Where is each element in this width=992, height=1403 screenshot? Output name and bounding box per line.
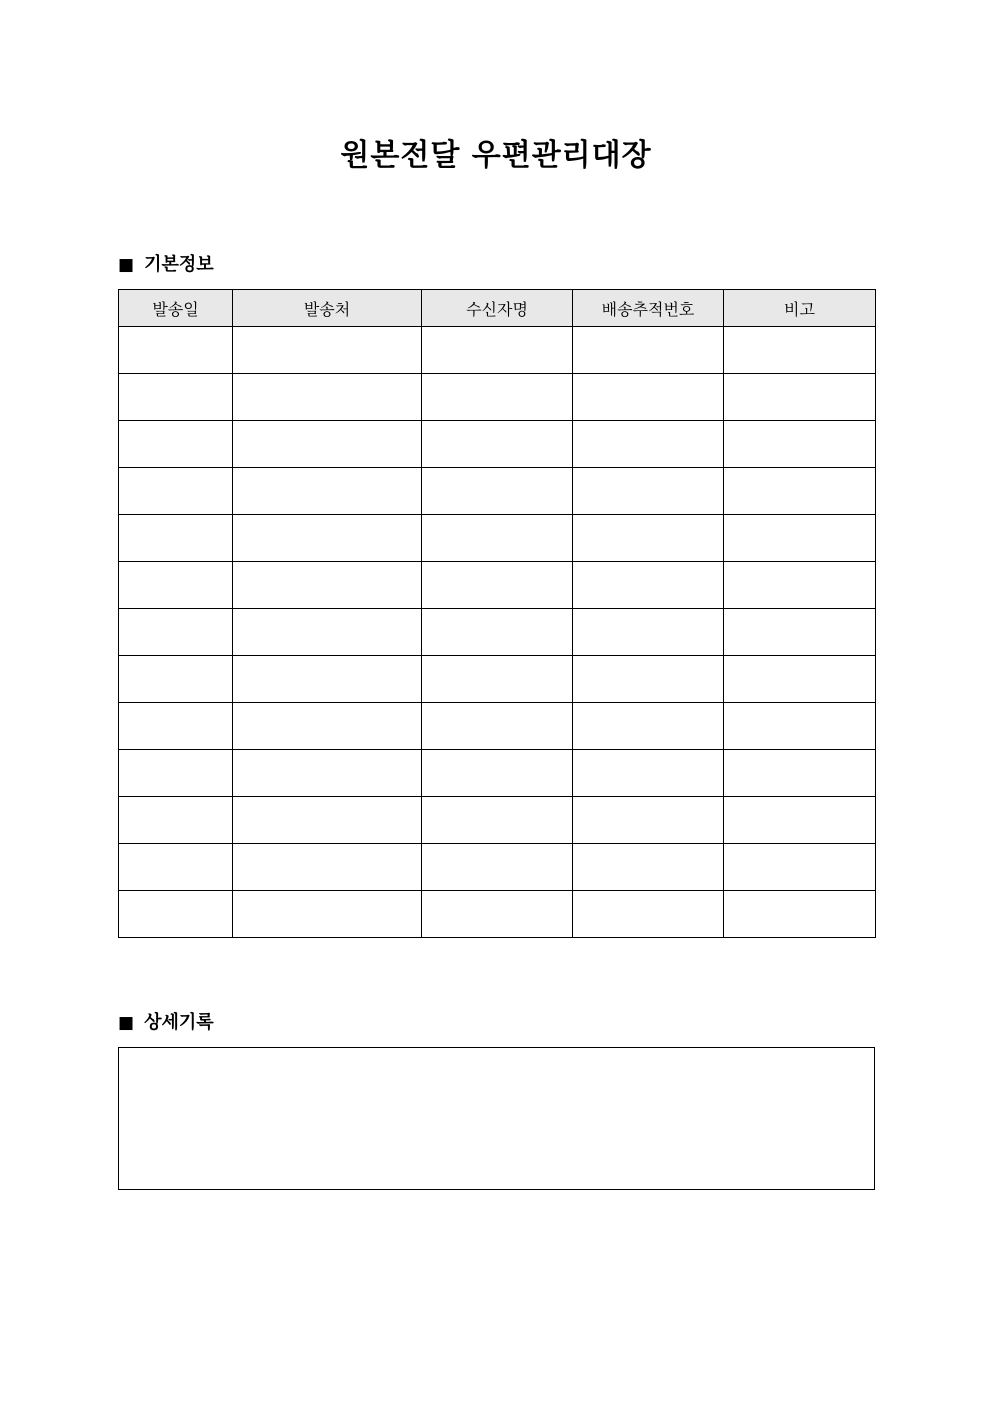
remarks-cell[interactable] (724, 327, 876, 374)
recipient-cell[interactable] (422, 562, 573, 609)
sender-cell[interactable] (233, 374, 422, 421)
table-header-row (119, 290, 876, 327)
table-row (119, 609, 876, 656)
send-date-cell[interactable] (119, 891, 233, 938)
recipient-cell[interactable] (422, 374, 573, 421)
column-header-send-date: 발송일 (119, 290, 233, 327)
tracking-number-cell[interactable] (573, 891, 724, 938)
sender-cell[interactable] (233, 797, 422, 844)
tracking-number-cell[interactable] (573, 562, 724, 609)
column-header-recipient: 수신자명 (422, 290, 573, 327)
remarks-cell[interactable] (724, 891, 876, 938)
table-row (119, 844, 876, 891)
detail-record-heading-label: 상세기록 (144, 1012, 214, 1033)
recipient-cell[interactable] (422, 844, 573, 891)
send-date-cell[interactable] (119, 421, 233, 468)
send-date-cell[interactable] (119, 656, 233, 703)
sender-cell[interactable] (233, 844, 422, 891)
column-header-tracking-number: 배송추적번호 (573, 290, 724, 327)
detail-record-heading (118, 1011, 214, 1035)
detail-record-box[interactable] (118, 1047, 875, 1190)
tracking-number-cell[interactable] (573, 421, 724, 468)
send-date-cell[interactable] (119, 374, 233, 421)
recipient-cell[interactable] (422, 891, 573, 938)
tracking-number-cell[interactable] (573, 327, 724, 374)
recipient-cell[interactable] (422, 468, 573, 515)
table-row (119, 891, 876, 938)
sender-cell[interactable] (233, 421, 422, 468)
remarks-cell[interactable] (724, 562, 876, 609)
tracking-number-cell[interactable] (573, 609, 724, 656)
remarks-cell[interactable] (724, 609, 876, 656)
mail-log-table (118, 289, 876, 938)
tracking-number-cell[interactable] (573, 468, 724, 515)
sender-cell[interactable] (233, 891, 422, 938)
table-row (119, 468, 876, 515)
send-date-cell[interactable] (119, 562, 233, 609)
send-date-cell[interactable] (119, 327, 233, 374)
remarks-cell[interactable] (724, 468, 876, 515)
table-row (119, 703, 876, 750)
tracking-number-cell[interactable] (573, 797, 724, 844)
basic-info-heading (118, 253, 214, 277)
remarks-cell[interactable] (724, 797, 876, 844)
square-bullet-icon: ■ (118, 1013, 135, 1033)
tracking-number-cell[interactable] (573, 844, 724, 891)
table-body (119, 327, 876, 938)
send-date-cell[interactable] (119, 609, 233, 656)
tracking-number-cell[interactable] (573, 656, 724, 703)
tracking-number-cell[interactable] (573, 374, 724, 421)
tracking-number-cell[interactable] (573, 515, 724, 562)
recipient-cell[interactable] (422, 327, 573, 374)
remarks-cell[interactable] (724, 656, 876, 703)
sender-cell[interactable] (233, 327, 422, 374)
send-date-cell[interactable] (119, 468, 233, 515)
square-bullet-icon: ■ (118, 255, 135, 275)
recipient-cell[interactable] (422, 609, 573, 656)
send-date-cell[interactable] (119, 703, 233, 750)
tracking-number-cell[interactable] (573, 750, 724, 797)
table-row (119, 797, 876, 844)
table-row (119, 656, 876, 703)
sender-cell[interactable] (233, 562, 422, 609)
basic-info-heading-label: 기본정보 (144, 254, 214, 275)
remarks-cell[interactable] (724, 750, 876, 797)
remarks-cell[interactable] (724, 703, 876, 750)
sender-cell[interactable] (233, 656, 422, 703)
sender-cell[interactable] (233, 750, 422, 797)
sender-cell[interactable] (233, 515, 422, 562)
page-title: 원본전달 우편관리대장 (340, 138, 652, 173)
send-date-cell[interactable] (119, 797, 233, 844)
table-row (119, 327, 876, 374)
column-header-sender: 발송처 (233, 290, 422, 327)
table-row (119, 421, 876, 468)
remarks-cell[interactable] (724, 515, 876, 562)
table-row (119, 562, 876, 609)
sender-cell[interactable] (233, 609, 422, 656)
sender-cell[interactable] (233, 703, 422, 750)
send-date-cell[interactable] (119, 515, 233, 562)
recipient-cell[interactable] (422, 656, 573, 703)
table-row (119, 750, 876, 797)
tracking-number-cell[interactable] (573, 703, 724, 750)
recipient-cell[interactable] (422, 750, 573, 797)
recipient-cell[interactable] (422, 515, 573, 562)
remarks-cell[interactable] (724, 844, 876, 891)
column-header-remarks: 비고 (724, 290, 876, 327)
send-date-cell[interactable] (119, 750, 233, 797)
remarks-cell[interactable] (724, 421, 876, 468)
recipient-cell[interactable] (422, 703, 573, 750)
sender-cell[interactable] (233, 468, 422, 515)
recipient-cell[interactable] (422, 421, 573, 468)
table-row (119, 374, 876, 421)
remarks-cell[interactable] (724, 374, 876, 421)
send-date-cell[interactable] (119, 844, 233, 891)
recipient-cell[interactable] (422, 797, 573, 844)
table-row (119, 515, 876, 562)
